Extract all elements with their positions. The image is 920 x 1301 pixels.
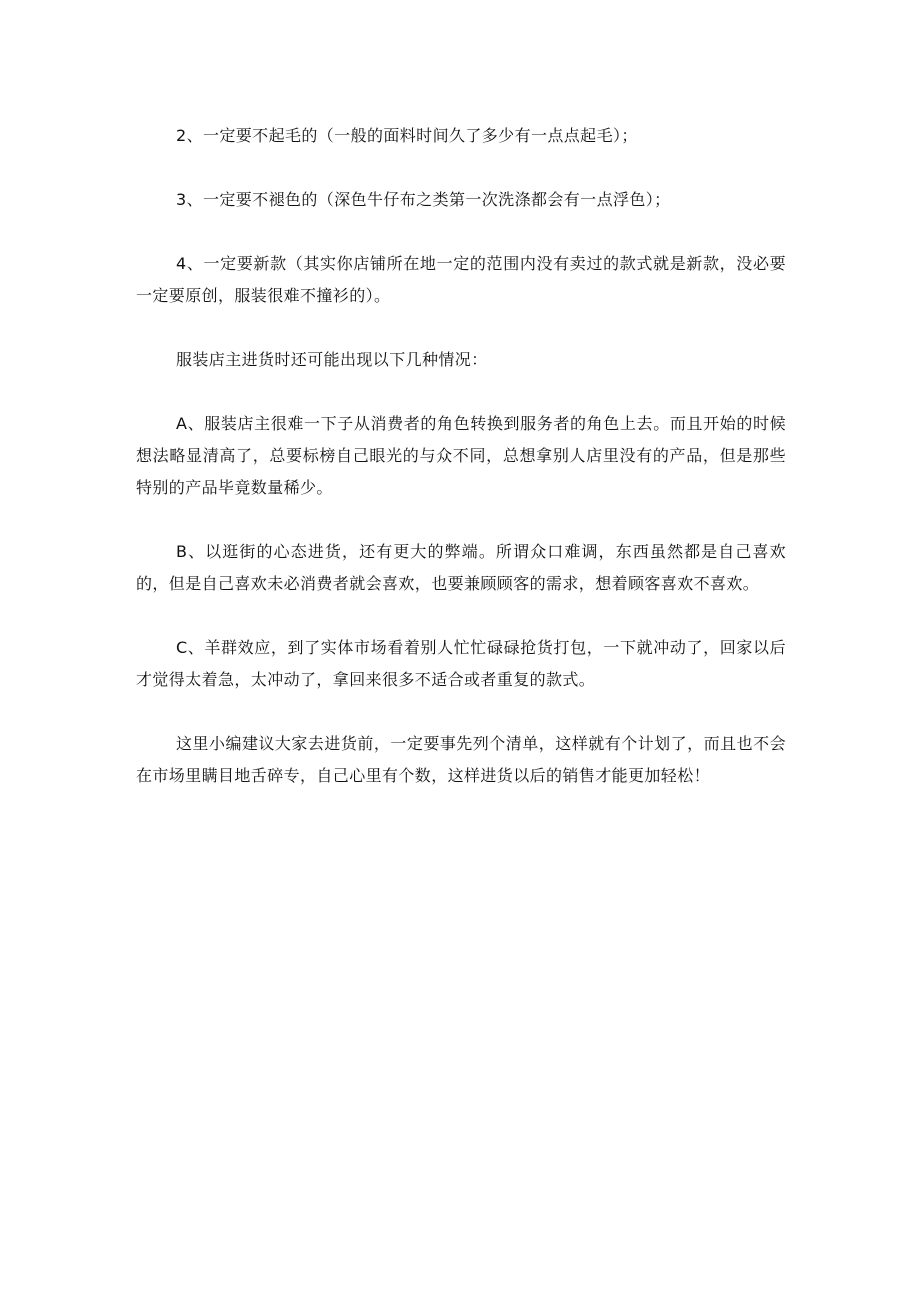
paragraph-situation-a: A、服装店主很难一下子从消费者的角色转换到服务者的角色上去。而且开始的时候想法略显清高了，总要标榜自己眼光的与众不同，总想拿别人店里没有的产品，但是那些特别的产品毕竟数量稀少。 [136, 414, 786, 497]
paragraph-situations-intro: 服装店主进货时还可能出现以下几种情况： [176, 350, 488, 369]
paragraph-situation-b: B、以逛街的心态进货，还有更大的弊端。所谓众口难调，东西虽然都是自己喜欢的，但是自己喜欢未必消费者就会喜欢，也要兼顾顾客的需求，想着顾客喜欢不喜欢。 [136, 542, 786, 593]
paragraph-item-2: 2、一定要不起毛的（一般的面料时间久了多少有一点点起毛）； [176, 126, 638, 145]
paragraph-item-3: 3、一定要不褪色的（深色牛仔布之类第一次洗涤都会有一点浮色）； [176, 190, 671, 209]
document-body [136, 120, 786, 824]
paragraph-advice: 这里小编建议大家去进货前，一定要事先列个清单，这样就有个计划了，而且也不会在市场里瞒目地舌碎专，自己心里有个数，这样进货以后的销售才能更加轻松！ [136, 734, 786, 785]
paragraph-item-4: 4、一定要新款（其实你店铺所在地一定的范围内没有卖过的款式就是新款，没必要一定要原创，服装很难不撞衫的）。 [136, 254, 786, 305]
paragraph-situation-c: C、羊群效应，到了实体市场看着别人忙忙碌碌抢货打包，一下就冲动了，回家以后才觉得太着急，太冲动了，拿回来很多不适合或者重复的款式。 [136, 638, 786, 689]
